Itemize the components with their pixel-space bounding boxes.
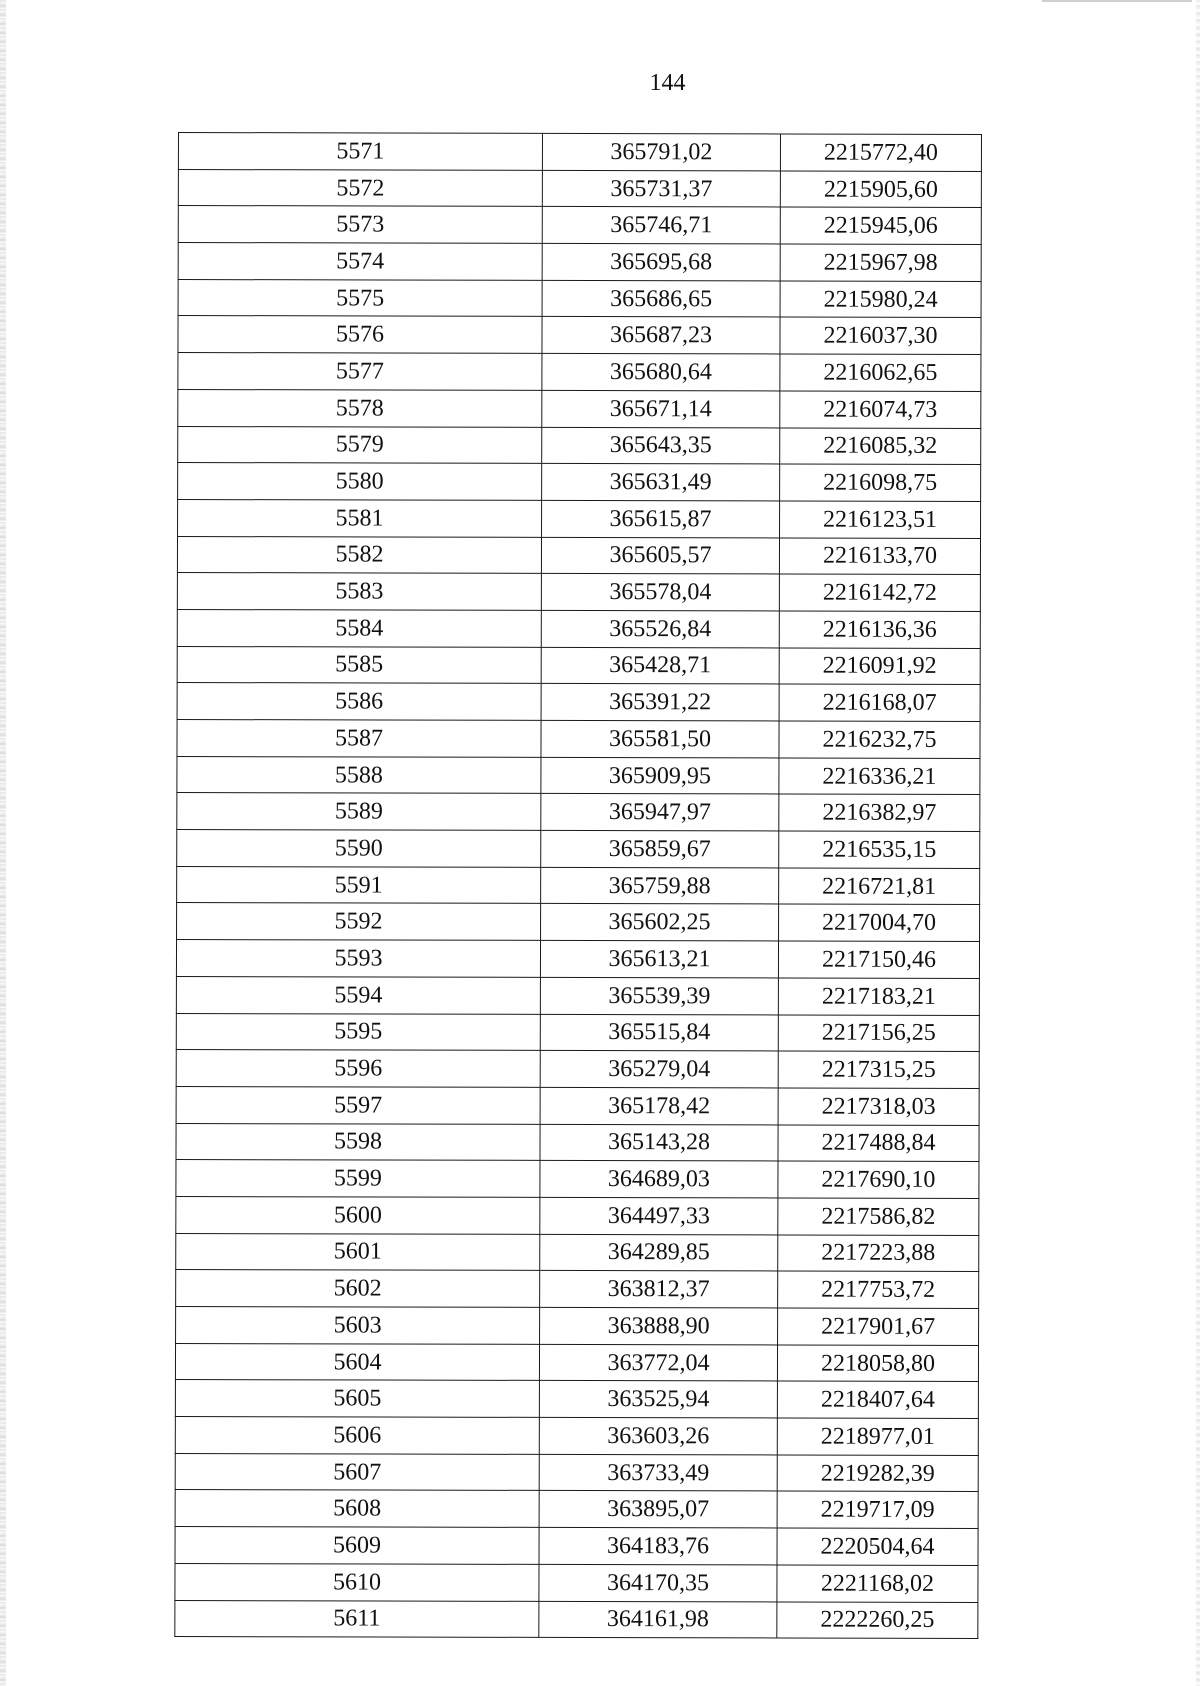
x-coordinate-cell: 365279,04 [540,1051,778,1088]
point-number-cell: 5591 [177,866,541,904]
x-coordinate-cell: 365602,25 [541,904,779,941]
x-coordinate-cell: 365143,28 [540,1124,778,1161]
table-row [176,940,979,979]
y-coordinate-cell: 2219282,39 [777,1455,978,1492]
y-coordinate-cell: 2216123,51 [780,501,981,538]
table-row [175,1417,978,1456]
x-coordinate-cell: 364183,76 [539,1528,777,1565]
point-number-cell: 5587 [177,719,541,757]
x-coordinate-cell: 365391,22 [541,684,779,721]
table-row [176,1270,979,1309]
y-coordinate-cell: 2218977,01 [777,1418,978,1455]
point-number-cell: 5605 [175,1380,539,1418]
table-row [178,499,981,538]
table-row [178,206,981,245]
x-coordinate-cell: 364289,85 [540,1234,778,1271]
table-row [178,133,981,172]
y-coordinate-cell: 2217150,46 [778,941,979,978]
y-coordinate-cell: 2218058,80 [777,1345,978,1382]
y-coordinate-cell: 2215905,60 [780,171,981,208]
x-coordinate-cell: 363888,90 [540,1307,778,1344]
y-coordinate-cell: 2216336,21 [779,758,980,795]
scan-edge-left [0,0,6,1686]
x-coordinate-cell: 365859,67 [541,830,779,867]
y-coordinate-cell: 2217223,88 [778,1235,979,1272]
point-number-cell: 5590 [177,830,541,868]
point-number-cell: 5611 [175,1600,539,1638]
table-row [175,1453,978,1492]
y-coordinate-cell: 2215772,40 [780,134,981,171]
point-number-cell: 5588 [177,756,541,794]
x-coordinate-cell: 365615,87 [542,500,780,537]
y-coordinate-cell: 2216382,97 [779,794,980,831]
table-row [178,426,981,465]
point-number-cell: 5573 [178,206,542,244]
y-coordinate-cell: 2215980,24 [780,281,981,318]
y-coordinate-cell: 2216535,15 [779,831,980,868]
y-coordinate-cell: 2215945,06 [780,207,981,244]
y-coordinate-cell: 2216133,70 [779,538,980,575]
point-number-cell: 5578 [178,389,542,427]
scan-mark [1042,0,1192,2]
scan-edge-right [1196,0,1200,1686]
x-coordinate-cell: 365671,14 [542,390,780,427]
table-row [178,279,981,318]
point-number-cell: 5608 [175,1490,539,1528]
table-row [176,1233,979,1272]
x-coordinate-cell: 365605,57 [541,537,779,574]
x-coordinate-cell: 365695,68 [542,243,780,280]
table-row [178,389,981,428]
point-number-cell: 5580 [178,463,542,501]
x-coordinate-cell: 365515,84 [540,1014,778,1051]
point-number-cell: 5585 [177,646,541,684]
y-coordinate-cell: 2220504,64 [777,1528,978,1565]
point-number-cell: 5571 [178,133,542,171]
y-coordinate-cell: 2217318,03 [778,1088,979,1125]
x-coordinate-cell: 365539,39 [540,977,778,1014]
page-number: 144 [649,70,686,96]
y-coordinate-cell: 2217488,84 [778,1125,979,1162]
table-row [178,316,981,355]
table-row [177,793,980,832]
x-coordinate-cell: 365759,88 [541,867,779,904]
y-coordinate-cell: 2217753,72 [778,1271,979,1308]
point-number-cell: 5600 [176,1196,540,1234]
table-row [176,1123,979,1162]
coordinates-table [174,132,982,1639]
point-number-cell: 5581 [178,499,542,537]
y-coordinate-cell: 2216136,36 [779,611,980,648]
point-number-cell: 5597 [176,1086,540,1124]
point-number-cell: 5572 [178,169,542,207]
table-row [175,1527,978,1566]
x-coordinate-cell: 365578,04 [541,574,779,611]
point-number-cell: 5602 [176,1270,540,1308]
x-coordinate-cell: 363525,94 [539,1381,777,1418]
point-number-cell: 5574 [178,243,542,281]
y-coordinate-cell: 2216091,92 [779,648,980,685]
table-row [175,1380,978,1419]
x-coordinate-cell: 364497,33 [540,1197,778,1234]
point-number-cell: 5606 [175,1417,539,1455]
table-row [177,573,980,612]
table-row [178,353,981,392]
x-coordinate-cell: 363733,49 [539,1454,777,1491]
y-coordinate-cell: 2216168,07 [779,684,980,721]
y-coordinate-cell: 2216232,75 [779,721,980,758]
table-row [177,719,980,758]
x-coordinate-cell: 365686,65 [542,280,780,317]
point-number-cell: 5589 [177,793,541,831]
table-row [176,1013,979,1052]
point-number-cell: 5609 [175,1527,539,1565]
y-coordinate-cell: 2217690,10 [778,1161,979,1198]
point-number-cell: 5596 [176,1050,540,1088]
point-number-cell: 5595 [176,1013,540,1051]
y-coordinate-cell: 2217315,25 [778,1051,979,1088]
point-number-cell: 5593 [176,940,540,978]
table-row [177,609,980,648]
y-coordinate-cell: 2217156,25 [778,1014,979,1051]
table-row [176,1086,979,1125]
point-number-cell: 5577 [178,353,542,391]
x-coordinate-cell: 365526,84 [541,610,779,647]
x-coordinate-cell: 365680,64 [542,354,780,391]
y-coordinate-cell: 2216085,32 [780,427,981,464]
y-coordinate-cell: 2216098,75 [780,464,981,501]
table-row [176,1160,979,1199]
point-number-cell: 5594 [176,976,540,1014]
y-coordinate-cell: 2222260,25 [777,1601,978,1638]
x-coordinate-cell: 365631,49 [542,464,780,501]
y-coordinate-cell: 2217901,67 [778,1308,979,1345]
point-number-cell: 5579 [178,426,542,464]
table-row [175,1490,978,1529]
point-number-cell: 5575 [178,279,542,317]
y-coordinate-cell: 2217586,82 [778,1198,979,1235]
x-coordinate-cell: 363603,26 [539,1417,777,1454]
table-row [177,903,980,942]
y-coordinate-cell: 2215967,98 [780,244,981,281]
y-coordinate-cell: 2216037,30 [780,317,981,354]
table-row [178,463,981,502]
table-row [176,1196,979,1235]
x-coordinate-cell: 365687,23 [542,317,780,354]
x-coordinate-cell: 363895,07 [539,1491,777,1528]
y-coordinate-cell: 2216074,73 [780,391,981,428]
y-coordinate-cell: 2221168,02 [777,1565,978,1602]
point-number-cell: 5599 [176,1160,540,1198]
table-row [175,1343,978,1382]
coordinates-table-container [178,132,982,1637]
x-coordinate-cell: 365791,02 [542,133,780,170]
y-coordinate-cell: 2216721,81 [779,868,980,905]
table-row [175,1563,978,1602]
table-row [177,536,980,575]
y-coordinate-cell: 2216142,72 [779,574,980,611]
point-number-cell: 5603 [176,1306,540,1344]
point-number-cell: 5582 [177,536,541,574]
y-coordinate-cell: 2217004,70 [779,904,980,941]
point-number-cell: 5576 [178,316,542,354]
table-row [176,1050,979,1089]
table-row [177,683,980,722]
coordinates-table-body [175,133,982,1639]
point-number-cell: 5586 [177,683,541,721]
table-row [176,1306,979,1345]
table-row [177,646,980,685]
y-coordinate-cell: 2216062,65 [780,354,981,391]
x-coordinate-cell: 364161,98 [539,1601,777,1638]
y-coordinate-cell: 2217183,21 [778,978,979,1015]
x-coordinate-cell: 363812,37 [540,1271,778,1308]
point-number-cell: 5583 [177,573,541,611]
x-coordinate-cell: 365428,71 [541,647,779,684]
x-coordinate-cell: 365613,21 [540,941,778,978]
x-coordinate-cell: 364170,35 [539,1564,777,1601]
point-number-cell: 5592 [177,903,541,941]
table-row [177,866,980,905]
table-row [175,1600,978,1639]
point-number-cell: 5601 [176,1233,540,1271]
x-coordinate-cell: 365643,35 [542,427,780,464]
point-number-cell: 5610 [175,1563,539,1601]
x-coordinate-cell: 365178,42 [540,1087,778,1124]
table-row [177,830,980,869]
x-coordinate-cell: 365746,71 [542,207,780,244]
table-row [178,169,981,208]
x-coordinate-cell: 364689,03 [540,1161,778,1198]
point-number-cell: 5604 [175,1343,539,1381]
y-coordinate-cell: 2219717,09 [777,1491,978,1528]
point-number-cell: 5607 [175,1453,539,1491]
x-coordinate-cell: 363772,04 [539,1344,777,1381]
y-coordinate-cell: 2218407,64 [777,1381,978,1418]
x-coordinate-cell: 365731,37 [542,170,780,207]
point-number-cell: 5598 [176,1123,540,1161]
table-row [177,756,980,795]
table-row [176,976,979,1015]
x-coordinate-cell: 365581,50 [541,720,779,757]
point-number-cell: 5584 [177,609,541,647]
x-coordinate-cell: 365909,95 [541,757,779,794]
x-coordinate-cell: 365947,97 [541,794,779,831]
table-row [178,243,981,282]
